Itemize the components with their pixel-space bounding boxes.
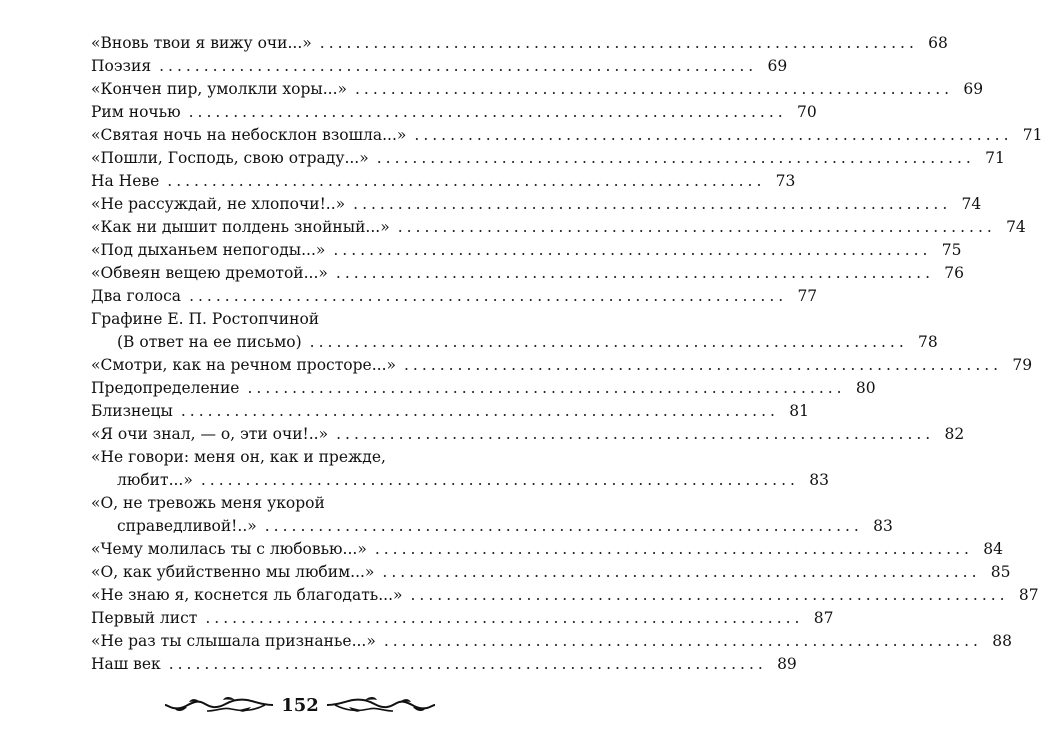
toc-entry[interactable] (91, 170, 796, 193)
toc-entry[interactable] (91, 55, 788, 78)
toc-entry-title: «Вновь твои я вижу очи...» (91, 34, 312, 52)
toc-entry-title: Близнецы (91, 402, 173, 420)
dot-leader: ................................................................... (410, 586, 1009, 604)
page-footer (0, 690, 600, 720)
dot-leader: ................................................................... (397, 218, 996, 236)
dot-leader: ................................................................... (383, 632, 982, 650)
toc-entry[interactable] (91, 262, 964, 285)
toc-entry-title: «Обвеян вещею дремотой...» (91, 264, 328, 282)
toc-entry-page: 83 (809, 471, 829, 489)
toc-entry-title: На Неве (91, 172, 160, 190)
toc-entry-page: 71 (1022, 126, 1043, 144)
toc-entry[interactable] (91, 193, 982, 216)
dot-leader: ................................................................... (376, 149, 975, 167)
toc-entry-page: 81 (789, 402, 809, 420)
toc-entry[interactable] (91, 216, 1026, 239)
toc-entry[interactable] (91, 308, 938, 354)
dot-leader: ................................................................... (167, 172, 766, 190)
toc-entry-page: 87 (1018, 586, 1039, 604)
left-flourish-ornament (165, 694, 275, 716)
toc-entry-title: «Я очи знал, — о, эти очи!..» (91, 425, 329, 443)
toc-entry[interactable] (91, 101, 817, 124)
toc-entry[interactable] (91, 446, 829, 492)
toc-entry-page: 85 (990, 563, 1011, 581)
toc-entry-page: 71 (985, 149, 1005, 167)
toc-entry-title: «Под дыханьем непогоды...» (91, 241, 326, 259)
toc-entry-page: 73 (775, 172, 796, 190)
dot-leader: ................................................................... (403, 356, 1003, 374)
toc-entry-title: Первый лист (91, 609, 198, 627)
toc-entry-title: Два голоса (91, 287, 182, 305)
toc-entry-page: 68 (928, 34, 948, 52)
toc-entry-title: «Пошли, Господь, свою отраду...» (91, 149, 369, 167)
toc-entry-title: Поэзия (91, 57, 152, 75)
toc-entry-page: 83 (873, 517, 893, 535)
toc-entry-page: 84 (983, 540, 1003, 558)
dot-leader: ................................................................... (355, 80, 954, 98)
dot-leader: ................................................................... (353, 195, 952, 213)
dot-leader: ................................................................... (374, 540, 973, 558)
toc-entry-page: 79 (1012, 356, 1033, 374)
page-number: 152 (281, 694, 319, 716)
toc-entry-title: «Как ни дышит полдень знойный...» (91, 218, 390, 236)
toc-entry[interactable] (91, 584, 1039, 607)
dot-leader: ................................................................... (189, 287, 788, 305)
toc-entry-title-line1: Графине Е. П. Ростопчиной (91, 310, 320, 328)
toc-entry[interactable] (91, 492, 893, 538)
toc-entry-title: «Смотри, как на речном просторе...» (91, 356, 396, 374)
dot-leader: ................................................................... (382, 563, 981, 581)
dot-leader: ................................................................... (200, 471, 799, 489)
toc-entry[interactable] (91, 653, 797, 676)
toc-entry-title: «Не рассуждай, не хлопочи!..» (91, 195, 346, 213)
toc-entry-page: 75 (941, 241, 962, 259)
toc-entry-page: 78 (918, 333, 938, 351)
dot-leader: ................................................................... (168, 655, 767, 673)
toc-entry-page: 74 (1006, 218, 1026, 236)
toc-entry[interactable] (91, 239, 962, 262)
toc-entry-title: «Святая ночь на небосклон взошла...» (91, 126, 407, 144)
dot-leader: ................................................................... (264, 517, 863, 535)
toc-entry[interactable] (91, 377, 876, 400)
dot-leader: ................................................................... (309, 333, 908, 351)
dot-leader: ................................................................... (188, 103, 787, 121)
toc-entry[interactable] (91, 630, 1012, 653)
toc-entry-page: 87 (813, 609, 834, 627)
toc-entry[interactable] (91, 607, 834, 630)
toc-entry-page: 69 (963, 80, 984, 98)
dot-leader: ................................................................... (205, 609, 804, 627)
toc-entry-title: Рим ночью (91, 103, 181, 121)
toc-entry-page: 76 (944, 264, 964, 282)
toc-entry[interactable] (91, 32, 948, 55)
toc-entry-title: «Не раз ты слышала признанье...» (91, 632, 376, 650)
toc-entry[interactable] (91, 538, 1003, 561)
toc-entry-page: 82 (944, 425, 965, 443)
toc-entry-title-line2: любит...» (117, 471, 193, 489)
toc-entry-title-line2: справедливой!..» (117, 517, 257, 535)
dot-leader: ................................................................... (333, 241, 932, 259)
toc-entry[interactable] (91, 400, 809, 423)
toc-entry-title: «Кончен пир, умолкли хоры...» (91, 80, 347, 98)
toc-entry-page: 89 (777, 655, 797, 673)
toc-entry-title-line1: «Не говори: меня он, как и прежде, (91, 448, 386, 466)
toc-entry-title: «Не знаю я, коснется ль благодать...» (91, 586, 403, 604)
toc-entry[interactable] (91, 423, 965, 446)
table-of-contents (91, 32, 1043, 676)
toc-entry[interactable] (91, 124, 1043, 147)
toc-entry-page: 74 (961, 195, 982, 213)
toc-entry[interactable] (91, 78, 984, 101)
toc-entry-title: Предопределение (91, 379, 240, 397)
toc-entry-page: 77 (797, 287, 818, 305)
toc-entry[interactable] (91, 147, 1005, 170)
toc-entry-title: Наш век (91, 655, 161, 673)
toc-entry[interactable] (91, 561, 1011, 584)
toc-entry-title: «Чему молилась ты с любовью...» (91, 540, 367, 558)
toc-entry-title-line2: (В ответ на ее письмо) (117, 333, 302, 351)
dot-leader: ................................................................... (159, 57, 758, 75)
right-flourish-ornament (325, 694, 435, 716)
toc-entry-page: 80 (855, 379, 876, 397)
dot-leader: ................................................................... (180, 402, 779, 420)
toc-entry-page: 69 (767, 57, 788, 75)
dot-leader: ................................................................... (335, 264, 934, 282)
toc-entry-page: 70 (796, 103, 817, 121)
dot-leader: ................................................................... (247, 379, 846, 397)
toc-entry-page: 88 (992, 632, 1012, 650)
toc-entry-title-line1: «О, не тревожь меня укорой (91, 494, 325, 512)
toc-entry[interactable] (91, 285, 818, 308)
dot-leader: ................................................................... (414, 126, 1013, 144)
toc-entry-title: «О, как убийственно мы любим...» (91, 563, 375, 581)
dot-leader: ................................................................... (336, 425, 935, 443)
toc-entry[interactable] (91, 354, 1033, 377)
dot-leader: ................................................................... (319, 34, 918, 52)
